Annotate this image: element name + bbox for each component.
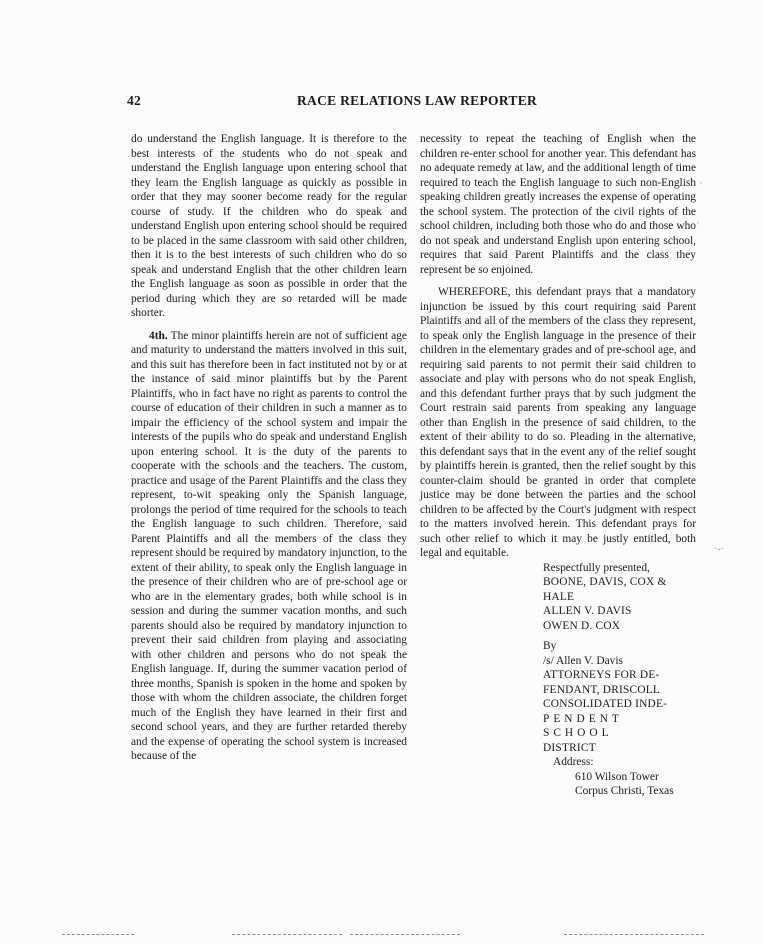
paragraph-continued: necessity to repeat the teaching of English when the children re-enter school for another year. This defendant has no adequate remedy at law, and the additional length of time required to teach the English language to such non-English speaking children greatly increases the expense of operating the school system. The protection of the civil rights of the school children, including both those who do and those who do not speak and understand English upon entering school, requires that said Parent Plaintiffs and the class they represent be so enjoined. xyxy=(420,133,696,276)
address-line-2: Corpus Christi, Texas xyxy=(575,785,674,797)
address-line-1: 610 Wilson Tower xyxy=(575,770,659,783)
role-line-3: CONSOLIDATED INDE- xyxy=(543,698,668,710)
paragraph-wherefore: WHEREFORE, this defendant prays that a mandatory injunction be issued by this court requiring said Parent Plaintiffs and all of the members of the class they represent, to speak only the English language in the presence of their children in the elementary grades and of pre-school age, and requiring said parents to not permit their said children to associate and play with persons who do not speak English, and this defendant further prays that by such judgment the Court restrain said parents from speaking any language other than English in the presence of said children, to the extent of their ability to do so. Pleading in the alternative, this defendant says that in the event any of the relief sought by plaintiffs herein is granted, then the relief sought by this counter-claim should be granted in order that complete justice may be done between the parties and the school children to be affected by the Court's judgment with respect to the matters involved herein. This defendant prays for such other relief to which it may be justly entitled, both legal and equitable. xyxy=(420,286,696,559)
page-number: 42 xyxy=(127,93,142,108)
firm-name-line-2: HALE xyxy=(543,590,575,603)
role-line-4: PENDENT SCHOOL xyxy=(543,712,623,739)
signature-block xyxy=(543,561,696,799)
scan-rule xyxy=(564,934,704,936)
address-label: Address: xyxy=(553,756,594,768)
scan-mark: ·-· xyxy=(714,544,724,555)
closing-line: Respectfully presented, xyxy=(543,561,650,574)
scan-rule xyxy=(62,934,134,936)
role-line-1: ATTORNEYS FOR DE- xyxy=(543,669,660,681)
scan-mark: ' xyxy=(700,181,702,192)
paragraph-lead: 4th. xyxy=(149,329,168,342)
role-line-2: FENDANT, DRISCOLL xyxy=(543,683,661,696)
scan-mark: ' xyxy=(697,221,699,232)
page-header xyxy=(127,93,607,113)
role-line-5: DISTRICT xyxy=(543,741,596,754)
paragraph-continued: do understand the English language. It is therefore to the best interests of the students who do not speak and understand the English language upon entering school that they learn the English language as quickly as possible in order that they may sooner become ready for the regular course of study. If the children who do speak and understand English upon entering school should be required to be placed in the same classroom with said other children, then it is to the best interests of such children who do so speak and understand English that the other children learn the English language as soon as possible in order that the period during which they are so retarded will be made shorter. xyxy=(131,133,407,319)
attorney-name-1: ALLEN V. DAVIS xyxy=(543,605,632,617)
firm-name-line-1: BOONE, DAVIS, COX & xyxy=(543,576,667,588)
right-column xyxy=(420,132,696,799)
running-title: RACE RELATIONS LAW REPORTER xyxy=(297,93,538,108)
paragraph-4th xyxy=(131,329,407,764)
signed-name: /s/ Allen V. Davis xyxy=(543,654,623,667)
paragraph-body: The minor plaintiffs herein are not of sufficient age and maturity to understand the matters involved in this suit, and this suit has therefore been in fact instituted not by or at the instance of said minor plaintiffs but by the Parent Plaintiffs, who in fact have no right as parents to control the course of education of their children in such a manner as to impair the efficiency of the school system and impair the interests of the pupils who do speak and understand English upon entering school. It is the duty of the parents to cooperate with the schools and the teachers. The custom, practice and usage of the Parent Plaintiffs and the class they represent, to-wit speaking only the Spanish language, prolongs the period of time required for the schools to teach the English language to such children. Therefore, said Parent Plaintiffs and all the members of the class they represent should be required by mandatory injunction, to the extent of their ability, to speak only the English language in the presence of their children who are of pre-school age or who are in the elementary grades, both while school is in session and during the summer vacation months, and such parents should also be required by mandatory injunction to prevent their said children from playing and associating with other children and persons who do not speak the English language. If, during the summer vacation period of three months, Spanish is spoken in the home and spoken by those with whom the children associate, the children forget much of the English they have learned in their first and second school years, and they are further retarded thereby and the expense of operating the school system is increased because of the xyxy=(131,329,407,762)
attorney-name-2: OWEN D. COX xyxy=(543,619,621,632)
by-line: By xyxy=(543,640,557,652)
scan-rule xyxy=(232,934,342,936)
scan-rule xyxy=(350,934,460,936)
left-column xyxy=(131,132,407,764)
